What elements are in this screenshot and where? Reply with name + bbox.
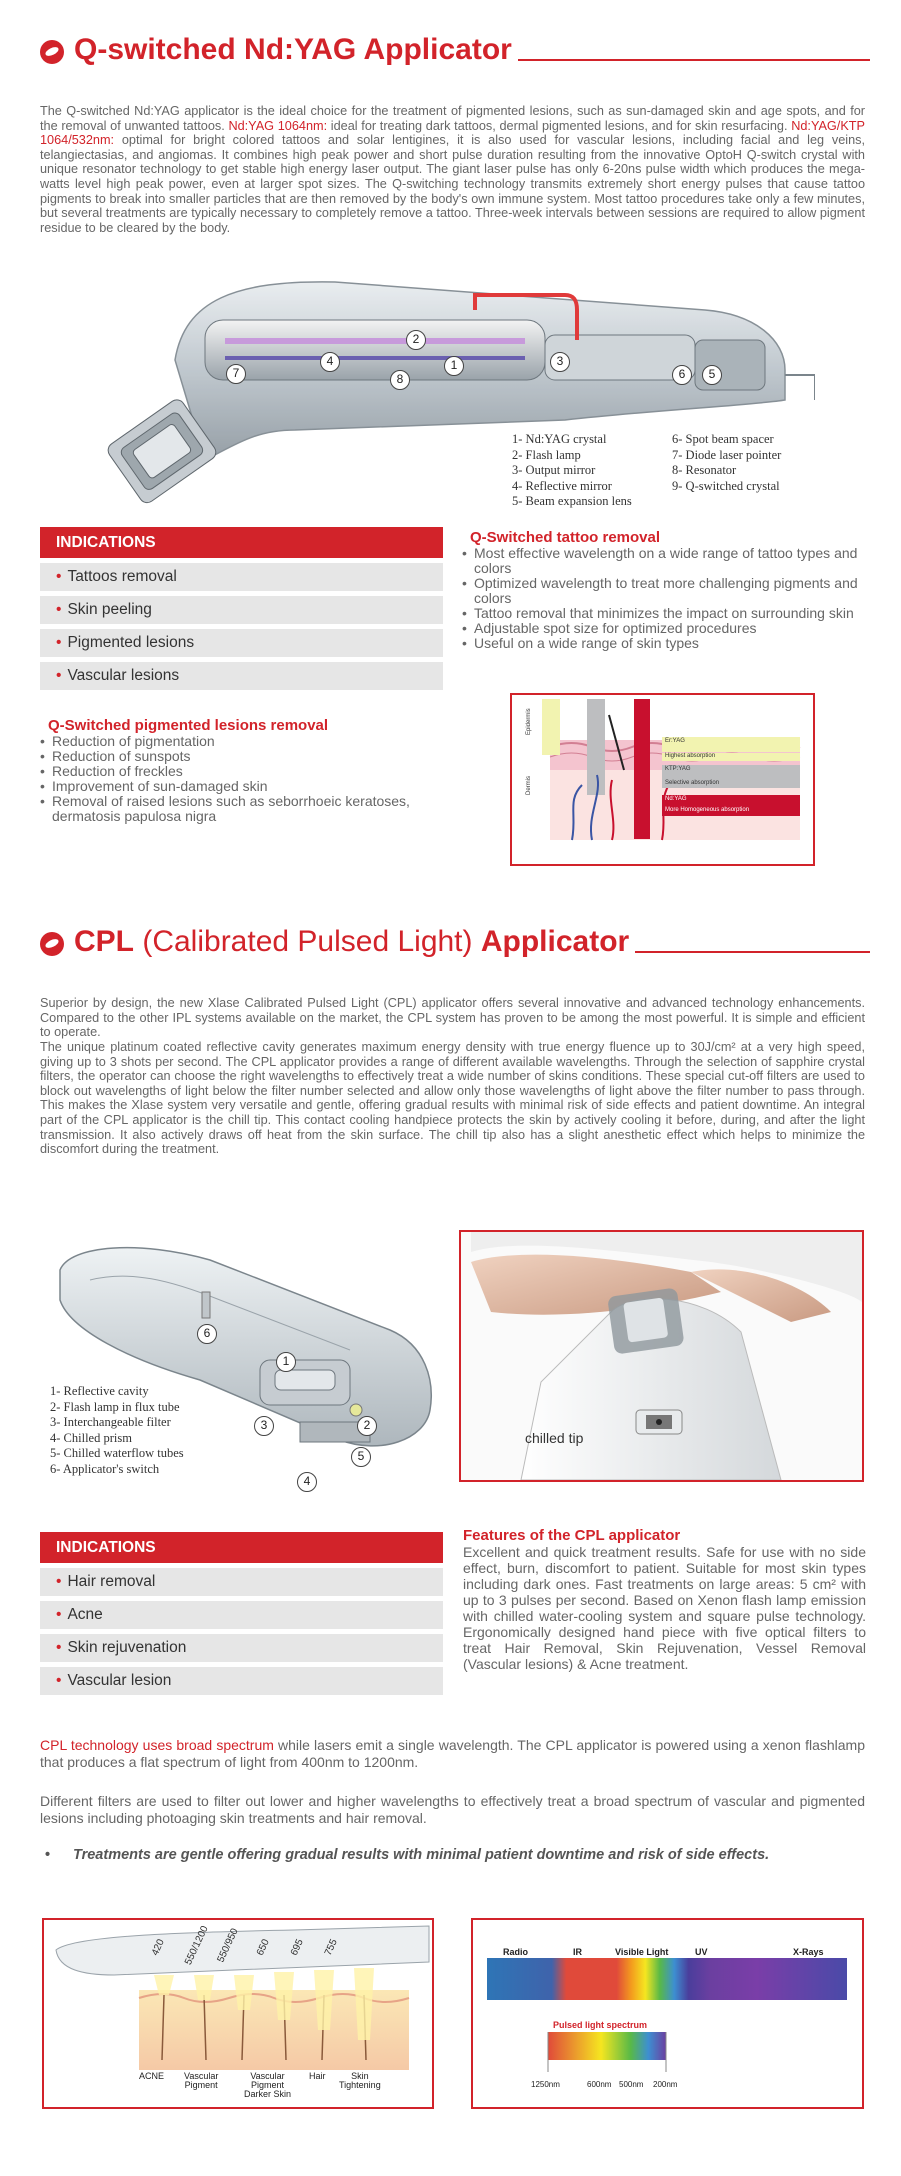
label-vascular-pigment: Vascular Pigment [184, 2071, 219, 2090]
cpl-intro-paragraph-2: The unique platinum coated reflective cavity generates maximum energy density with true energy fluence up to 30J/cm² at a very high speed, giving up to 3 shots per second. The CPL applicator provides a range of different available wavelengths. Through the selection of sapphire crystal filters, the operator can choose the right wavelengths to effectively treat a wide number of skins conditions. These special cut-off filters are used to block out wavelengths of light below the filter number selected and allow only those wavelengths of light above the filter number to pass through. This makes the Xlase system very versatile and gentle, offering gradual results with minimal risk of side effects and patient downtime. An integral part of the CPL applicator is the chill tip. This contact cooling handpiece protects the skin by actively cooling it before, during, and after the light transmission. It also actively draws off heat from the skin surface. The chill tip also has a slight anesthetic effect which helps to minimize the discomfort during the treatment. [40, 1040, 865, 1157]
band-visible-light: Visible Light [615, 1947, 669, 1957]
legend-item: 9- Q-switched crystal [672, 478, 780, 493]
callout-8: 8 [390, 370, 410, 390]
filters-paragraph: Different filters are used to filter out lower and higher wavelengths to effectively treat a broad spectrum of vascular and pigmented lesions including photoaging skin treatments and hair removal. [40, 1793, 865, 1826]
label-skin-tightening: Skin Tightening [339, 2071, 381, 2090]
tattoo-removal-title: Q-Switched tattoo removal [470, 529, 661, 546]
callout-4: 4 [320, 352, 340, 372]
label-acne: ACNE [139, 2071, 165, 2081]
cpl-callout-2: 2 [357, 1416, 377, 1436]
pigmented-removal-block [40, 717, 440, 824]
legend-item: 4- Reflective mirror [512, 478, 612, 493]
eryag-label: Er:YAG [665, 738, 685, 744]
legend-item: 8- Resonator [672, 463, 737, 477]
skin-absorption-illustration [512, 695, 813, 864]
intro-segment: The Q-switched Nd:YAG applicator is the ideal choice for the treatment of pigmented lesions, such as sun-damaged skin and age spots, and for the removal of unwanted tattoos. [40, 104, 865, 133]
gentle-treatments-note: • Treatments are gentle offering gradual results with minimal patient downtime and risk of side effects. [45, 1847, 770, 1863]
qswitch-title: Q-switched Nd:YAG Applicator [74, 33, 512, 66]
intro-segment: Nd:YAG/KTP 1064/532nm: [40, 118, 865, 148]
intro-segment: ideal for treating dark tattoos, dermal pigmented lesions, and for skin resurfacing. [327, 118, 792, 133]
legend-item: 7- Diode laser pointer [672, 447, 782, 462]
list-item: • Adjustable spot size for optimized procedures [462, 621, 867, 636]
label-vascular-pigment-darker: Vascular Pigment Darker Skin [244, 2071, 292, 2099]
filter-550-950: 550/950 [215, 1926, 241, 1965]
ndyag-legend-left [512, 432, 632, 510]
indication-item: • Tattoos removal [40, 563, 443, 591]
ndyag-label: Nd:YAG [665, 796, 687, 802]
tick-1250nm: 1250nm [531, 2080, 560, 2089]
legend-item: 5- Beam expansion lens [512, 494, 632, 508]
callout-6: 6 [672, 365, 692, 385]
callout-1: 1 [444, 356, 464, 376]
list-item: • Improvement of sun-damaged skin [40, 779, 440, 794]
title-rule [635, 951, 870, 953]
legend-item: 6- Spot beam spacer [672, 432, 774, 446]
label-hair: Hair [309, 2071, 326, 2081]
band-uv: UV [695, 1947, 708, 1957]
list-item: • Removal of raised lesions such as seborrhoeic keratoses, dermatosis papulosa nigra [40, 794, 440, 824]
legend-item: 5- Chilled waterflow tubes [50, 1446, 184, 1460]
chilled-tip-illustration [461, 1232, 862, 1480]
skin-absorption-figure [510, 693, 815, 866]
filter-695: 695 [288, 1937, 306, 1958]
list-item: • Reduction of sunspots [40, 749, 440, 764]
chilled-tip-photo [459, 1230, 864, 1482]
legend-item: 2- Flash lamp in flux tube [50, 1399, 180, 1414]
indication-item: • Skin rejuvenation [40, 1634, 443, 1662]
ktp-absorption-label: Selective absorption [665, 780, 720, 786]
indication-item: • Acne [40, 1601, 443, 1629]
legend-item: 3- Interchangeable filter [50, 1415, 171, 1429]
light-spectrum-figure [471, 1918, 864, 2109]
tick-500nm: 500nm [619, 2080, 644, 2089]
pulsed-light-title: Pulsed light spectrum [553, 2020, 648, 2030]
cpl-indications [40, 1532, 443, 1700]
legend-item: 6- Applicator's switch [50, 1461, 160, 1476]
brand-logo-icon [40, 932, 64, 956]
ktp-label: KTP:YAG [665, 766, 691, 772]
cpl-callout-3: 3 [254, 1416, 274, 1436]
indication-item: • Vascular lesions [40, 662, 443, 690]
list-item: • Useful on a wide range of skin types [462, 636, 867, 651]
cpl-legend [50, 1384, 184, 1477]
tick-600nm: 600nm [587, 2080, 612, 2089]
pigmented-removal-list [40, 734, 440, 824]
epidermis-label: Epidermis [526, 708, 532, 735]
qswitch-section-title [40, 32, 870, 68]
callout-7: 7 [226, 364, 246, 384]
legend-item: 3- Output mirror [512, 463, 596, 477]
cpl-features-text: Excellent and quick treatment results. Safe for use with no side effect, burn, discomfort to patient. Suitable for most skin types including dark ones. Fast treatments on large areas: 5 cm² with up to 3 pulses per second. Based on Xenon flash lamp emission with chilled water-cooling system and square pulse technology. Ergonomically designed hand piece with five optical filters to treat Hair Removal, Skin Rejuvenation, Vessel Removal (Vascular lesions) & Acne treatment. [463, 1544, 866, 1672]
ndyag-legend-right [672, 432, 781, 494]
legend-item: 2- Flash lamp [512, 447, 581, 462]
cpl-callout-5: 5 [351, 1447, 371, 1467]
pigmented-removal-title: Q-Switched pigmented lesions removal [48, 717, 329, 734]
list-item: • Reduction of freckles [40, 764, 440, 779]
indication-item: • Skin peeling [40, 596, 443, 624]
intro-segment: optimal for bright colored tattoos and solar lentigines, it is also used for vascular lesions, including facial and leg veins, telangiectasias, and angiomas. It combines high peak power and short pulse duration resulting from the innovative OptoH Q-switch crystal with unique resonator technology to get stable high energy laser output. The giant laser pulse has only 6-20ns pulse width which produces the mega-watts level high peak power, even at larger spot sizes. The Q-switching technology transmits extremely short energy pulses that cause tattoo pigments to break into smaller particles that are then removed by the body's own immune system. Most tattoo procedures take only a few minutes, but several treatments are typically necessary to completely remove a tattoo. Three-week intervals between sessions are required to allow pigment residue to be cleared by the body. [40, 133, 865, 235]
qswitch-indications [40, 527, 443, 695]
filter-755: 755 [322, 1937, 340, 1958]
cpl-callout-4: 4 [297, 1472, 317, 1492]
filter-420: 420 [149, 1937, 167, 1958]
list-item: • Tattoo removal that minimizes the impact on surrounding skin [462, 606, 867, 621]
indication-item: • Pigmented lesions [40, 629, 443, 657]
tick-200nm: 200nm [653, 2080, 678, 2089]
title-rule [518, 59, 870, 61]
intro-segment: Nd:YAG 1064nm: [228, 118, 328, 133]
cpl-title: CPL (Calibrated Pulsed Light) Applicator [74, 925, 630, 958]
callout-3: 3 [550, 352, 570, 372]
legend-item: 1- Reflective cavity [50, 1384, 149, 1398]
legend-item: 4- Chilled prism [50, 1430, 132, 1445]
indications-header: INDICATIONS [40, 1532, 443, 1563]
qswitch-intro-paragraph [40, 104, 865, 235]
indication-item: • Hair removal [40, 1568, 443, 1596]
tattoo-removal-block [462, 529, 867, 651]
cpl-callout-6: 6 [197, 1324, 217, 1344]
broad-spectrum-paragraph: CPL technology uses broad spectrum while lasers emit a single wavelength. The CPL applicator is powered using a xenon flashlamp that produces a flat spectrum of light from 400nm to 1200nm. [40, 1737, 865, 1770]
filter-550-1200: 550/1200 [183, 1924, 211, 1967]
cpl-features-title: Features of the CPL applicator [463, 1527, 681, 1544]
list-item: • Optimized wavelength to treat more challenging pigments and colors [462, 576, 867, 606]
filter-650: 650 [254, 1937, 272, 1958]
indication-item: • Vascular lesion [40, 1667, 443, 1695]
ndyag-absorption-label: More Homogeneous absorption [665, 807, 750, 813]
tattoo-removal-list [462, 546, 867, 651]
chilled-tip-label: chilled tip [525, 1430, 584, 1446]
cpl-features-block [463, 1527, 866, 1672]
brand-logo-icon [40, 40, 64, 64]
band-radio: Radio [503, 1947, 529, 1957]
cpl-intro-paragraph-1: Superior by design, the new Xlase Calibrated Pulsed Light (CPL) applicator offers several innovative and advanced technology enhancements. Compared to the other IPL systems available on the market, the CPL system has proven to be among the most powerful. It is simple and efficient to operate. [40, 996, 865, 1040]
list-item: • Reduction of pigmentation [40, 734, 440, 749]
dermis-label: Dermis [526, 776, 532, 795]
cpl-section-title [40, 924, 870, 960]
list-item: • Most effective wavelength on a wide range of tattoo types and colors [462, 546, 867, 576]
legend-item: 1- Nd:YAG crystal [512, 432, 607, 446]
indications-header: INDICATIONS [40, 527, 443, 558]
band-ir: IR [573, 1947, 582, 1957]
band-x-rays: X-Rays [793, 1947, 824, 1957]
cpl-callout-1: 1 [276, 1352, 296, 1372]
callout-5: 5 [702, 365, 722, 385]
callout-2: 2 [406, 330, 426, 350]
eryag-absorption-label: Highest absorption [665, 753, 716, 759]
cpl-filters-figure [42, 1918, 434, 2109]
